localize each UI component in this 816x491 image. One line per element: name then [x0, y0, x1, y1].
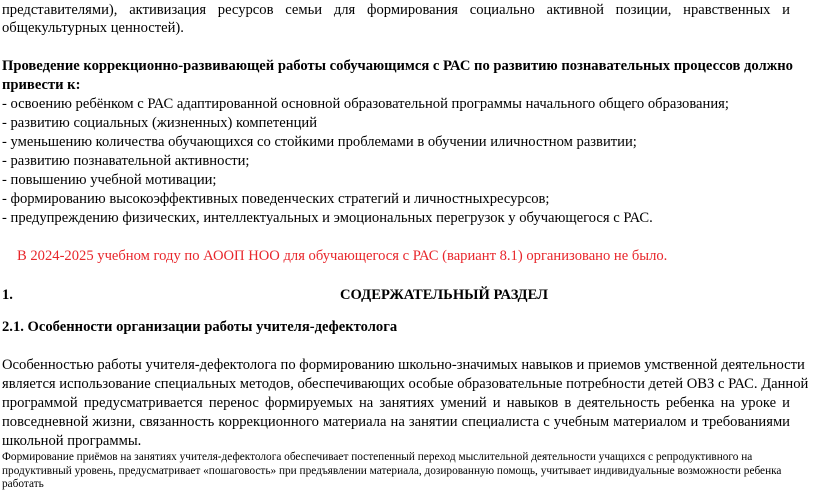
notice-text: В 2024-2025 учебном году по АООП НОО для обучающегося с РАС (вариант 8.1) организовано не было. [17, 248, 668, 264]
results-heading-line-1: Проведение коррекционно-развивающей работы собучающимся с РАС по развитию познавательных процессов должно [2, 58, 793, 74]
intro-line-1: представителями), активизация ресурсов семьи для формирования социально активной позиции, нравственных и [2, 2, 790, 18]
small-paragraph-line: работать [2, 478, 44, 490]
results-item: - развитию познавательной активности; [2, 153, 250, 169]
results-item: - повышению учебной мотивации; [2, 172, 217, 188]
section-number: 1. [2, 287, 13, 303]
body-paragraph-line: программой предусматривается перенос формируемых на занятиях умений и навыков в деятельность ребенка на уроке и [2, 395, 790, 411]
body-paragraph-line: повседневной жизни, связанность коррекционного материала на занятии специалиста с учебным материалом и требованиями [2, 414, 790, 430]
small-paragraph-line: Формирование приёмов на занятиях учителя-дефектолога обеспечивает постепенный переход мыслительной деятельности учащихся с репродуктивного на [2, 451, 753, 463]
results-item: - уменьшению количества обучающихся со стойкими проблемами в обучении иличностном развитии; [2, 134, 637, 150]
results-item: - развитию социальных (жизненных) компетенций [2, 115, 318, 131]
intro-line-2: общекультурных ценностей). [2, 20, 184, 36]
body-paragraph-line: является использование специальных методов, обеспечивающих особые образовательные потребности детей ОВЗ с РАС. Данной [2, 376, 809, 392]
results-heading-line-2: привести к: [2, 77, 81, 93]
section-title: СОДЕРЖАТЕЛЬНЫЙ РАЗДЕЛ [340, 287, 548, 303]
results-item: - освоению ребёнком с РАС адаптированной основной образовательной программы начального общего образования; [2, 96, 729, 112]
body-paragraph-line: школьной программы. [2, 433, 142, 449]
results-item: - предупреждению физических, интеллектуальных и эмоциональных перегрузок у обучающегося с РАС. [2, 210, 653, 226]
subsection-heading: 2.1. Особенности организации работы учителя-дефектолога [2, 319, 398, 335]
body-paragraph-line: Особенностью работы учителя-дефектолога по формированию школьно-значимых навыков и приемов умственной деятельности [2, 357, 805, 373]
small-paragraph-line: продуктивный уровень, предусматривает «пошаговость» при предъявлении материала, дозированную помощь, учитывает индивидуальные возможности ребенка [2, 465, 782, 477]
results-item: - формированию высокоэффективных поведенческих стратегий и личностныхресурсов; [2, 191, 550, 207]
